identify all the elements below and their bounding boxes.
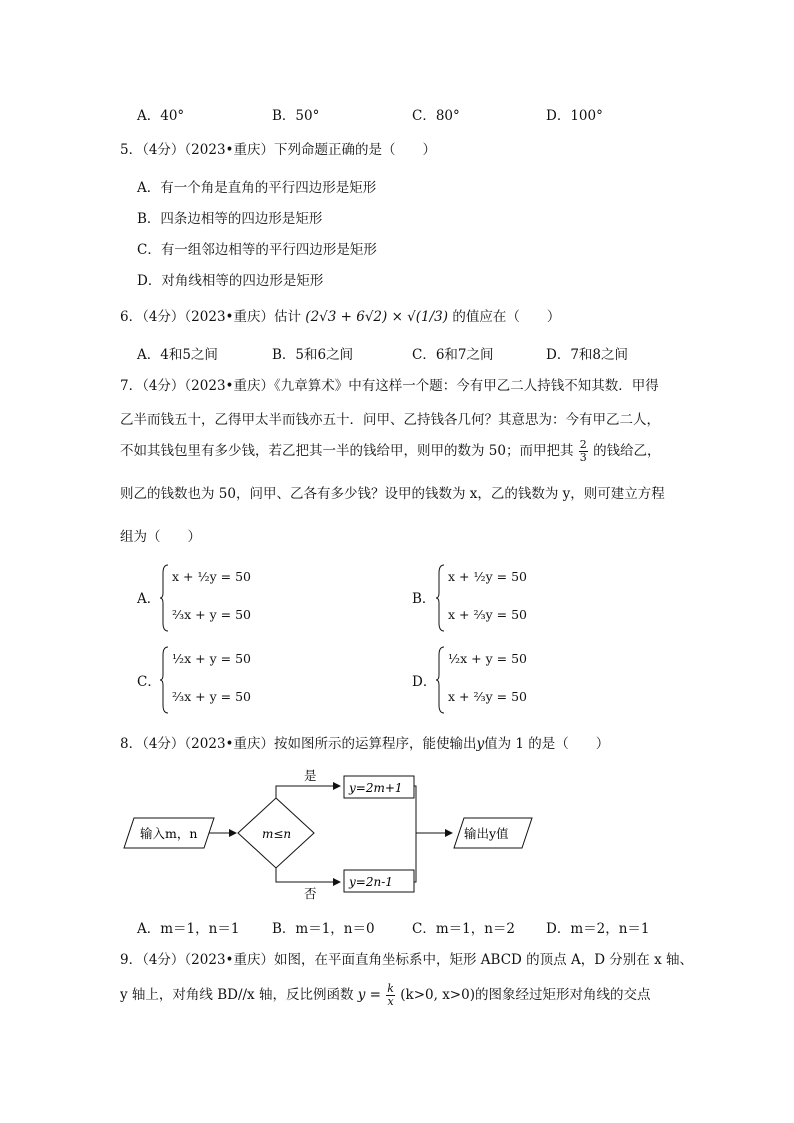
q9-line-1: 9．（4分）（2023•重庆）如图，在平面直角坐标系中，矩形 ABCD 的顶点 A，D 分别在 x 轴、 (120, 952, 694, 968)
q7-line-2: 乙半而钱五十，乙得甲太半而钱亦五十．问甲、乙持钱各几何？其意思为：今有甲乙二人， (120, 412, 660, 428)
flow-condition-text: m≤n (262, 827, 292, 841)
q4-option-b: B．50° (272, 108, 320, 124)
q9-line-2 (120, 983, 650, 1008)
q4-option-c: C．80° (412, 108, 460, 124)
q7-d-eq1: ½x + y = 50 (448, 651, 527, 666)
q5-stem: 5．（4分）（2023•重庆）下列命题正确的是（ ） (120, 142, 436, 158)
q6-suffix: 的值应在（ ） (452, 309, 561, 325)
q4-option-d: D．100° (546, 108, 603, 124)
q7-line-5: 组为（ ） (120, 529, 201, 545)
brace-icon (160, 645, 170, 715)
q7-b-eq1: x + ½y = 50 (448, 569, 527, 584)
q8-option-a: A．m＝1，n＝1 (137, 921, 240, 937)
q4-option-a: A．40° (137, 108, 185, 124)
q6-option-a: A．4和5之间 (137, 347, 218, 363)
q6-option-c: C．6和7之间 (412, 347, 494, 363)
q5-option-c: C．有一组邻边相等的平行四边形是矩形 (137, 242, 377, 258)
flow-no-label: 否 (304, 886, 317, 901)
flow-bottom-box-text: y=2n-1 (349, 875, 393, 889)
q9-line-2a: y 轴上，对角线 BD//x 轴，反比例函数 (120, 987, 354, 1003)
brace-icon (436, 645, 446, 715)
q9-function: y = (357, 987, 381, 1003)
brace-icon (160, 563, 170, 633)
q7-option-a-system (160, 563, 280, 633)
q7-option-a-label: A． (137, 591, 161, 607)
q8-stem-b: 值为 1 的是（ ） (484, 736, 610, 752)
q7-option-b-label: B． (412, 591, 436, 607)
q7-a-eq2: ⅔x + y = 50 (172, 607, 251, 622)
q7-c-eq2: ⅔x + y = 50 (172, 689, 251, 704)
q7-option-d-system (436, 645, 556, 715)
q8-stem (120, 732, 609, 752)
q8-stem-var: y (476, 736, 485, 752)
q7-option-d-label: D． (412, 674, 437, 690)
q7-line-1: 7．（4分）（2023•重庆）《九章算术》中有这样一个题：今有甲乙二人持钱不知其数．甲得 (120, 378, 659, 394)
q7-c-eq1: ½x + y = 50 (172, 651, 251, 666)
q6-expression: (2√3 + 6√2) × √(1/3) (305, 309, 449, 325)
q7-line-4: 则乙的钱数也为 50，问甲、乙各有多少钱？设甲的钱数为 x，乙的钱数为 y，则可建立方程 (120, 486, 665, 502)
q7-a-eq1: x + ½y = 50 (172, 569, 251, 584)
q8-stem-a: 8．（4分）（2023•重庆）按如图所示的运算程序，能使输出 (120, 736, 477, 752)
q7-b-eq2: x + ⅔y = 50 (448, 607, 527, 622)
flow-yes-label: 是 (304, 768, 317, 783)
q7-option-b-system (436, 563, 556, 633)
flow-input-text: 输入m，n (140, 826, 198, 841)
q6-option-b: B．5和6之间 (272, 347, 354, 363)
q6-option-d: D．7和8之间 (546, 347, 629, 363)
flowchart (118, 762, 538, 902)
q8-option-d: D．m＝2，n＝1 (546, 921, 650, 937)
flow-output-text: 输出y值 (464, 826, 509, 841)
fraction-two-thirds: $\frac{2}{3}$ (579, 438, 587, 464)
q5-option-a: A．有一个角是直角的平行四边形是矩形 (137, 180, 377, 196)
q8-option-c: C．m＝1，n＝2 (412, 921, 516, 937)
q7-option-c-label: C． (137, 674, 161, 690)
q7-line-3a: 不如其钱包里有多少钱，若乙把其一半的钱给甲，则甲的数为 50；而甲把其 (120, 443, 574, 459)
flow-top-box-text: y=2m+1 (349, 781, 403, 795)
q9-line-2b: (k>0, x>0)的图象经过矩形对角线的交点 (400, 987, 651, 1003)
q7-line-3b: 的钱给乙， (593, 443, 661, 459)
q7-line-3 (120, 439, 661, 464)
brace-icon (436, 563, 446, 633)
q8-option-b: B．m＝1，n＝0 (272, 921, 375, 937)
q7-option-c-system (160, 645, 280, 715)
q6-stem (120, 305, 560, 325)
q5-option-d: D．对角线相等的四边形是矩形 (137, 273, 324, 289)
q5-option-b: B．四条边相等的四边形是矩形 (137, 211, 323, 227)
q7-d-eq2: x + ⅔y = 50 (448, 689, 527, 704)
q6-prefix: 6．（4分）（2023•重庆）估计 (120, 309, 301, 325)
fraction-k-over-x: $\frac{k}{x}$ (387, 982, 394, 1008)
